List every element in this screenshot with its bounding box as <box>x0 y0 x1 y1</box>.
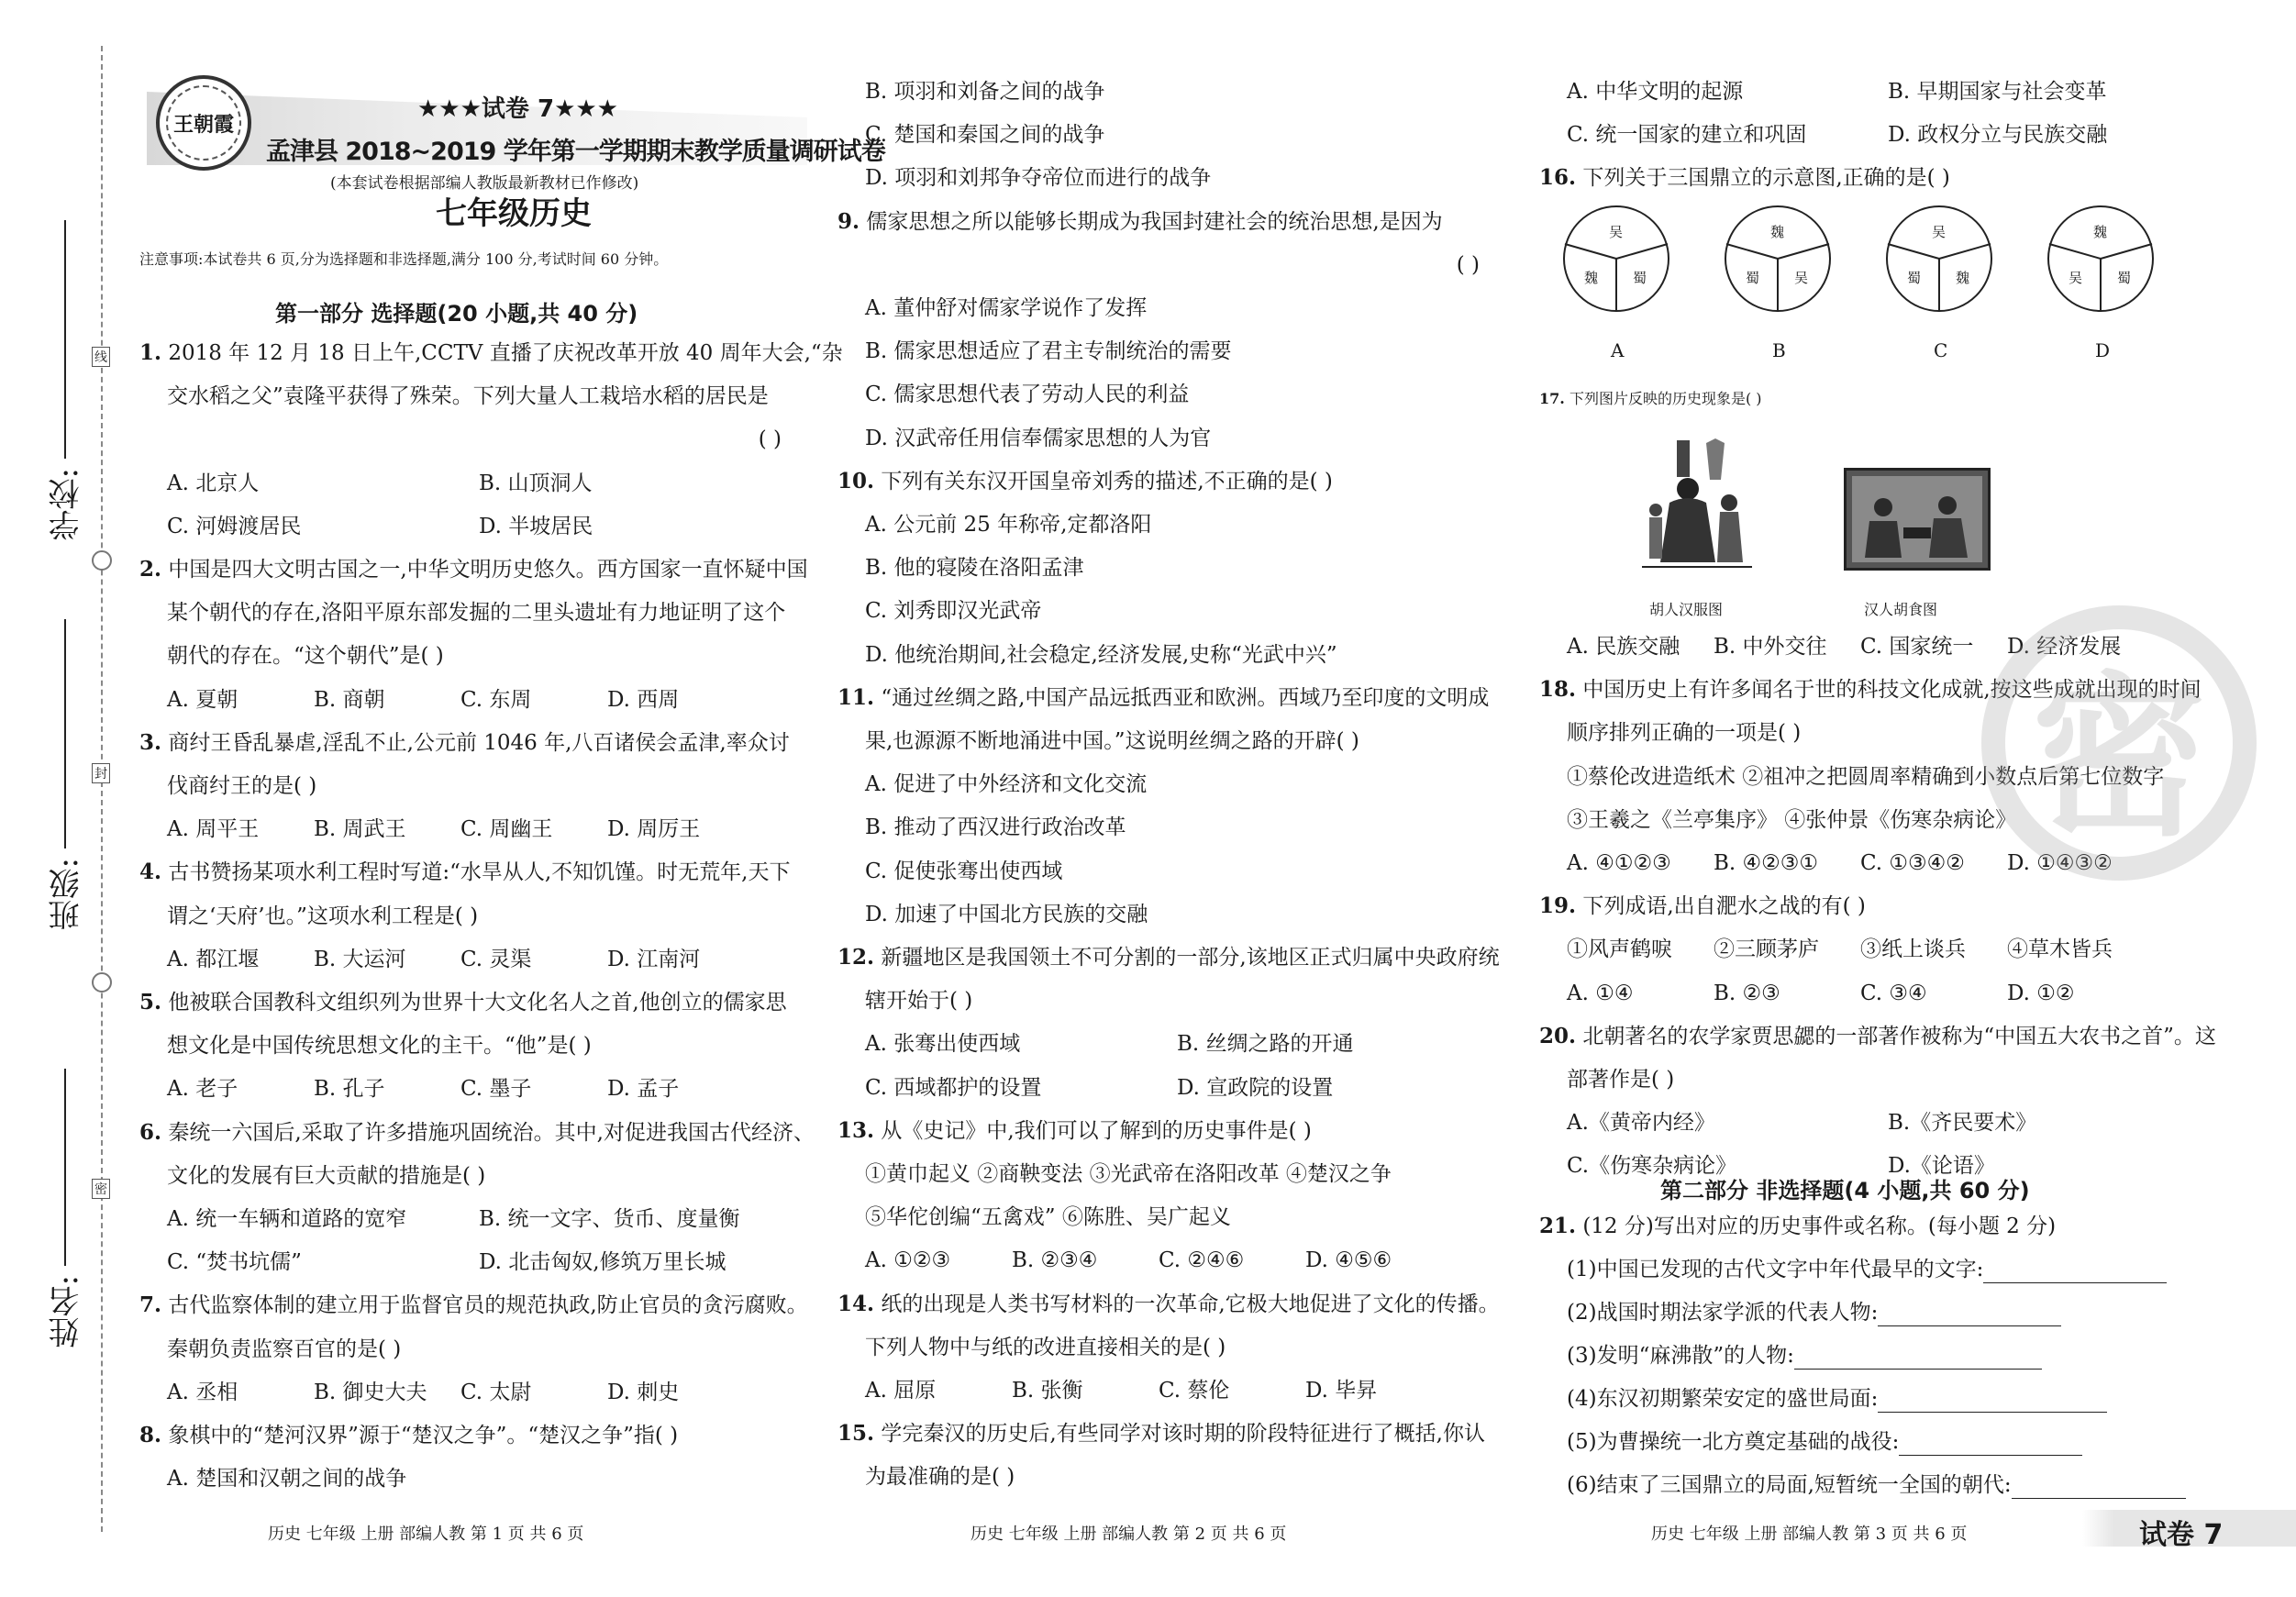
pie-diagram-C <box>1884 204 1994 373</box>
option: B. 张衡 <box>1012 1379 1083 1403</box>
answer-blank[interactable] <box>1878 1306 2061 1326</box>
option: D. 半坡居民 <box>479 514 593 538</box>
option: C. 统一国家的建立和巩固 <box>1567 123 1807 148</box>
question-number: 1. <box>139 340 162 365</box>
section1-title: 第一部分 选择题(20 小题,共 40 分) <box>275 301 638 327</box>
option: D. 刺史 <box>607 1380 680 1404</box>
question-text: 古代监察体制的建立用于监督官员的规范执政,防止官员的贪污腐败。 <box>168 1293 808 1318</box>
option: C. ①③④② <box>1860 851 1965 875</box>
option: B. 孔子 <box>314 1077 385 1102</box>
pie-label-left: 蜀 <box>1907 270 1922 286</box>
question-text: 他被联合国教科文组织列为世界十大文化名人之首,他创立的儒家思 <box>168 991 787 1015</box>
gutter-ring-icon <box>92 972 112 993</box>
option: B. 大运河 <box>314 947 406 971</box>
question-line: ⑤华佗创编“五禽戏” ⑥陈胜、吴广起义 <box>865 1205 1231 1230</box>
pie-chart <box>1561 204 1671 314</box>
option: B. 山顶洞人 <box>479 471 593 495</box>
fill-item <box>1567 1428 2082 1456</box>
option: C. 国家统一 <box>1860 635 1974 659</box>
question-text: 下列关于三国鼎立的示意图,正确的是( ) <box>1582 166 1950 191</box>
question-line: 果,也源源不断地涌进中国。”这说明丝绸之路的开辟( ) <box>865 729 1359 753</box>
question-line: 伐商纣王的是( ) <box>167 774 317 798</box>
option: C. “焚书坑儒” <box>167 1250 302 1275</box>
fill-item <box>1567 1299 2061 1326</box>
fill-item-text: (3)发明“麻沸散”的人物: <box>1567 1344 1794 1368</box>
gutter-tag-secret: 密 <box>92 1179 110 1199</box>
question-text: 古书赞扬某项水利工程时写道:“水旱从人,不知饥馑。时无荒年,天下 <box>168 860 791 885</box>
question-number: 10. <box>837 468 875 494</box>
question-stem <box>1539 893 1866 920</box>
question-line: D. 加速了中国北方民族的交融 <box>865 902 1148 926</box>
pie-chart <box>1884 204 1994 314</box>
question-stem <box>139 989 787 1016</box>
gutter-dashed-line <box>101 46 103 1532</box>
option: C. 蔡伦 <box>1159 1379 1230 1403</box>
question-stem <box>837 944 1500 971</box>
option: D. 孟子 <box>607 1077 680 1102</box>
question-line: 某个朝代的存在,洛阳平原东部发掘的二里头遗址有力地证明了这个 <box>167 601 786 626</box>
question-line: 想文化是中国传统思想文化的主干。“他”是( ) <box>167 1034 592 1059</box>
pie-diagram-D <box>2046 204 2156 373</box>
question-number: 15. <box>837 1421 875 1447</box>
fill-item <box>1567 1342 2042 1370</box>
option: ①风声鹤唳 <box>1567 937 1672 962</box>
option: A.《黄帝内经》 <box>1567 1111 1715 1136</box>
option: C. 东周 <box>460 687 532 712</box>
option: A. 老子 <box>167 1077 238 1102</box>
fill-item-text: (1)中国已发现的古代文字中年代最早的文字: <box>1567 1258 1984 1281</box>
fill-item-text: (2)战国时期法家学派的代表人物: <box>1567 1301 1879 1325</box>
option: A. 民族交融 <box>1567 635 1680 659</box>
pie-label-left: 蜀 <box>1746 270 1760 286</box>
option: C. 太尉 <box>460 1380 532 1404</box>
gutter-ring-icon <box>92 550 112 571</box>
pie-diagram-A <box>1561 204 1671 373</box>
option: D. 政权分立与民族交融 <box>1888 123 2108 148</box>
question-stem <box>139 556 808 583</box>
question-line: 部著作是( ) <box>1567 1068 1675 1092</box>
question-stem <box>837 208 1443 236</box>
option: A. 都江堰 <box>167 947 260 971</box>
option: B. 中外交往 <box>1714 635 1827 659</box>
option: B. 商朝 <box>314 687 385 712</box>
question-text: 儒家思想之所以能够长期成为我国封建社会的统治思想,是因为 <box>866 209 1443 234</box>
footer-page-3: 历史 七年级 上册 部编人教 第 3 页 共 6 页 <box>1651 1525 1968 1544</box>
question-text: 新疆地区是我国领土不可分割的一部分,该地区正式归属中央政府统 <box>881 946 1500 970</box>
question-text: 下列图片反映的历史现象是( ) <box>1569 390 1762 407</box>
question-line: 朝代的存在。“这个朝代”是( ) <box>167 644 444 669</box>
question-number: 20. <box>1539 1023 1577 1048</box>
section2-title: 第二部分 非选择题(4 小题,共 60 分) <box>1660 1178 2030 1203</box>
footer-page-1: 历史 七年级 上册 部编人教 第 1 页 共 6 页 <box>268 1525 584 1544</box>
school-label: 学校: <box>49 468 85 541</box>
class-blank[interactable] <box>64 619 66 848</box>
option: C. ③④ <box>1860 981 1927 1005</box>
answer-bracket: ( ) <box>758 427 782 452</box>
question-stem <box>139 1292 808 1319</box>
question-number: 2. <box>139 557 162 582</box>
question-line: 秦朝负责监察百官的是( ) <box>167 1336 402 1361</box>
question-number: 19. <box>1539 893 1577 919</box>
answer-blank[interactable] <box>1899 1436 2082 1456</box>
image-caption: 汉人胡食图 <box>1864 601 1938 618</box>
option: D. 西周 <box>607 687 680 712</box>
option: C. 河姆渡居民 <box>167 514 302 538</box>
option: A. 统一车辆和道路的宽窄 <box>167 1207 407 1231</box>
footer-page-2: 历史 七年级 上册 部编人教 第 2 页 共 6 页 <box>971 1525 1287 1544</box>
answer-bracket: ( ) <box>1456 252 1480 277</box>
question-number: 21. <box>1539 1214 1577 1238</box>
question-line: ③王羲之《兰亭集序》 ④张仲景《伤寒杂病论》 <box>1567 807 2017 832</box>
pie-label-top: 魏 <box>2093 224 2108 240</box>
option: B.《齐民要术》 <box>1888 1111 2037 1136</box>
question-number: 8. <box>139 1423 162 1447</box>
image-caption: 胡人汉服图 <box>1649 601 1724 618</box>
footer-badge <box>2082 1510 2296 1551</box>
option: D. ①② <box>2007 981 2075 1005</box>
option: D. ④⑤⑥ <box>1305 1248 1392 1273</box>
option: A. ①④ <box>1567 981 1634 1005</box>
fill-item-text: (5)为曹操统一北方奠定基础的战役: <box>1567 1430 1900 1454</box>
question-line: 交水稻之父”袁隆平获得了殊荣。下列大量人工栽培水稻的居民是 <box>167 384 769 409</box>
option: A. 张骞出使西域 <box>865 1032 1021 1057</box>
question-text: 下列有关东汉开国皇帝刘秀的描述,不正确的是( ) <box>881 469 1333 494</box>
question-line: ①黄巾起义 ②商鞅变法 ③光武帝在洛阳改革 ④楚汉之争 <box>865 1162 1392 1186</box>
answer-blank[interactable] <box>1878 1392 2107 1413</box>
option: D. 北击匈奴,修筑万里长城 <box>479 1250 727 1275</box>
name-blank[interactable] <box>64 1069 66 1266</box>
question-line: B. 他的寝陵在洛阳孟津 <box>865 556 1084 581</box>
question-line: 顺序排列正确的一项是( ) <box>1567 721 1802 746</box>
question-line: 为最准确的是( ) <box>865 1465 1015 1490</box>
question-text: 学完秦汉的历史后,有些同学对该时期的阶段特征进行了概括,你认 <box>881 1422 1485 1447</box>
pie-label-right: 蜀 <box>2117 270 2132 286</box>
option: B. 统一文字、货币、度量衡 <box>479 1207 740 1231</box>
option: D. ①④③② <box>2007 851 2113 875</box>
subject-title: 七年级历史 <box>436 195 592 232</box>
option: D. 经济发展 <box>2007 635 2122 659</box>
pie-option-letter: D <box>2095 339 2111 361</box>
pie-option-letter: A <box>1611 339 1625 361</box>
question-text: 商纣王昏乱暴虐,淫乱不止,公元前 1046 年,八百诸侯会孟津,率众讨 <box>168 730 790 755</box>
option: D. 宣政院的设置 <box>1177 1075 1334 1100</box>
name-label: 姓名: <box>49 1275 85 1348</box>
option: C. ②④⑥ <box>1159 1248 1245 1273</box>
fill-item-text: (6)结束了三国鼎立的局面,短暂统一全国的朝代: <box>1567 1473 2012 1497</box>
question-line: B. 儒家思想适应了君主专制统治的需要 <box>865 339 1232 364</box>
question-line: D. 项羽和刘邦争夺帝位而进行的战争 <box>865 166 1212 191</box>
question-number: 14. <box>837 1291 875 1316</box>
pie-diagram-B <box>1723 204 1833 373</box>
option: A. 屈原 <box>865 1379 937 1403</box>
option: D. 江南河 <box>607 947 701 971</box>
exam-title: 孟津县 2018~2019 学年第一学期期末教学质量调研试卷 <box>266 138 885 166</box>
option: A. 中华文明的起源 <box>1567 80 1744 104</box>
question-text: 纸的出现是人类书写材料的一次革命,它极大地促进了文化的传播。 <box>881 1292 1500 1316</box>
question-number: 11. <box>837 684 875 710</box>
brand-logo <box>156 75 251 171</box>
three-kingdoms-diagrams <box>1559 204 2220 373</box>
pie-option-letter: C <box>1934 339 1948 361</box>
question-line: A. 董仲舒对儒家学说作了发挥 <box>865 296 1148 320</box>
question-text: 中国是四大文明古国之一,中华文明历史悠久。西方国家一直怀疑中国 <box>168 558 808 582</box>
question-line: A. 公元前 25 年称帝,定都洛阳 <box>865 513 1152 537</box>
pie-chart <box>1723 204 1833 314</box>
pie-label-top: 吴 <box>1932 224 1947 240</box>
option: A. ④①②③ <box>1567 851 1671 875</box>
question-stem <box>837 1117 1312 1145</box>
option: A. 夏朝 <box>167 687 238 712</box>
question-text: 从《史记》中,我们可以了解到的历史事件是( ) <box>881 1118 1312 1143</box>
exam-note: (本套试卷根据部编人教版最新教材已作修改) <box>330 174 639 193</box>
question-number: 18. <box>1539 677 1577 703</box>
question-text: 2018 年 12 月 18 日上午,CCTV 直播了庆祝改革开放 40 周年大会,“杂 <box>168 341 843 365</box>
pie-label-left: 魏 <box>1584 270 1599 286</box>
option: B. ④②③① <box>1714 851 1819 875</box>
question-line: 下列人物中与纸的改进直接相关的是( ) <box>865 1335 1226 1359</box>
option: B. ②③④ <box>1012 1248 1098 1273</box>
fill-item <box>1567 1471 2186 1499</box>
question-text: 北朝著名的农学家贾思勰的一部著作被称为“中国五大农书之首”。这 <box>1582 1024 2216 1048</box>
class-label: 班级: <box>49 858 85 931</box>
question-number: 4. <box>139 859 162 885</box>
pie-label-top: 吴 <box>1609 224 1624 240</box>
question-stem <box>139 859 790 886</box>
question-stem <box>139 339 843 367</box>
question-text: 中国历史上有许多闻名于世的科技文化成就,按这些成就出现的时间 <box>1582 678 2202 703</box>
pie-label-top: 魏 <box>1770 224 1785 240</box>
question-stem <box>1539 1023 2216 1050</box>
option: B. 周武王 <box>314 817 406 842</box>
question-line: A. 促进了中外经济和文化交流 <box>865 772 1148 797</box>
pie-label-right: 吴 <box>1794 270 1809 286</box>
answer-blank[interactable] <box>2012 1479 2186 1499</box>
question-line: B. 推动了西汉进行政治改革 <box>865 815 1126 840</box>
question-number: 9. <box>837 208 860 234</box>
question-stem <box>837 1420 1485 1447</box>
question-line: ①蔡伦改进造纸术 ②祖冲之把圆周率精确到小数点后第七位数字 <box>1567 764 2165 789</box>
answer-blank[interactable] <box>1794 1349 2042 1370</box>
footer-badge-text: 试卷 7 <box>2139 1519 2224 1551</box>
han-eating-hu-food-image <box>1844 468 1991 571</box>
question-number: 12. <box>837 945 875 970</box>
option: C. 西域都护的设置 <box>865 1075 1042 1100</box>
option: C. 灵渠 <box>460 947 532 971</box>
question-number: 5. <box>139 990 162 1015</box>
question-line: C. 楚国和秦国之间的战争 <box>865 123 1105 148</box>
question-number: 3. <box>139 729 162 755</box>
hu-in-han-clothes-image <box>1642 438 1752 571</box>
question-number: 6. <box>139 1119 162 1145</box>
question-line: D. 汉武帝任用信奉儒家思想的人为官 <box>865 426 1212 450</box>
question-text: 秦统一六国后,采取了许多措施巩固统治。其中,对促进我国古代经济、 <box>168 1120 815 1145</box>
question-stem <box>837 1291 1500 1318</box>
test-number: ★★★试卷 7★★★ <box>417 95 618 123</box>
option: B. 早期国家与社会变革 <box>1888 80 2107 104</box>
question-stem <box>1539 1213 2056 1240</box>
stamp-text: 密 <box>2031 656 2206 859</box>
question-stem <box>1539 164 1950 192</box>
option: B. 丝绸之路的开通 <box>1177 1032 1354 1057</box>
q17-stem <box>1539 385 1762 413</box>
pie-label-left: 吴 <box>2069 270 2083 286</box>
question-text: 象棋中的“楚河汉界”源于“楚汉之争”。“楚汉之争”指( ) <box>168 1424 679 1447</box>
option: D.《论语》 <box>1888 1154 1995 1179</box>
question-number: 13. <box>837 1117 875 1143</box>
gutter-tag-seal: 封 <box>92 763 110 783</box>
option: ②三顾茅庐 <box>1714 937 1819 962</box>
option: A. ①②③ <box>865 1248 951 1273</box>
question-stem <box>837 684 1489 712</box>
school-blank[interactable] <box>64 220 66 459</box>
option: C. 周幽王 <box>460 817 553 842</box>
option: C.《伤寒杂病论》 <box>1567 1154 1737 1179</box>
fill-item <box>1567 1385 2107 1413</box>
question-line: B. 项羽和刘备之间的战争 <box>865 80 1105 104</box>
pie-option-letter: B <box>1772 339 1786 361</box>
pie-chart <box>2046 204 2156 314</box>
question-number: 7. <box>139 1292 162 1318</box>
option: D. 毕昇 <box>1305 1379 1378 1403</box>
option: ③纸上谈兵 <box>1860 937 1966 962</box>
fill-item-text: (4)东汉初期繁荣安定的盛世局面: <box>1567 1387 1879 1411</box>
option: D. 周厉王 <box>607 817 701 842</box>
gutter-tag-line: 线 <box>92 347 110 367</box>
notice: 注意事项:本试卷共 6 页,分为选择题和非选择题,满分 100 分,考试时间 60 分钟。 <box>139 250 669 268</box>
question-text: 下列成语,出自淝水之战的有( ) <box>1582 894 1866 919</box>
option: ④草木皆兵 <box>2007 937 2113 962</box>
brand-logo-text: 王朝霞 <box>172 112 234 137</box>
option: B. ②③ <box>1714 981 1780 1005</box>
question-text: “通过丝绸之路,中国产品远抵西亚和欧洲。西域乃至印度的文明成 <box>881 685 1490 710</box>
question-text: (12 分)写出对应的历史事件或名称。(每小题 2 分) <box>1582 1214 2057 1238</box>
pie-label-right: 魏 <box>1956 270 1970 286</box>
secret-stamp <box>1981 605 2257 881</box>
answer-blank[interactable] <box>1983 1263 2167 1283</box>
option: C. 墨子 <box>460 1077 532 1102</box>
option: B. 御史大夫 <box>314 1380 427 1404</box>
question-stem <box>139 1422 678 1449</box>
question-line: C. 刘秀即汉光武帝 <box>865 599 1042 624</box>
question-line: A. 楚国和汉朝之间的战争 <box>167 1467 407 1492</box>
question-line: C. 儒家思想代表了劳动人民的利益 <box>865 383 1190 407</box>
question-number: 17. <box>1539 390 1565 407</box>
question-line: 文化的发展有巨大贡献的措施是( ) <box>167 1163 486 1188</box>
question-stem <box>837 468 1333 495</box>
option: A. 丞相 <box>167 1380 238 1404</box>
pie-label-right: 蜀 <box>1633 270 1647 286</box>
question-stem <box>139 1119 815 1147</box>
question-line: 谓之‘天府’也。”这项水利工程是( ) <box>167 904 479 928</box>
question-stem <box>139 729 790 757</box>
fill-item <box>1567 1256 2167 1283</box>
question-line: C. 促使张骞出使西域 <box>865 859 1063 883</box>
option: A. 周平王 <box>167 817 260 842</box>
option: A. 北京人 <box>167 471 260 495</box>
question-line: D. 他统治期间,社会稳定,经济发展,史称“光武中兴” <box>865 642 1337 667</box>
question-number: 16. <box>1539 165 1577 191</box>
question-line: 辖开始于( ) <box>865 989 973 1014</box>
